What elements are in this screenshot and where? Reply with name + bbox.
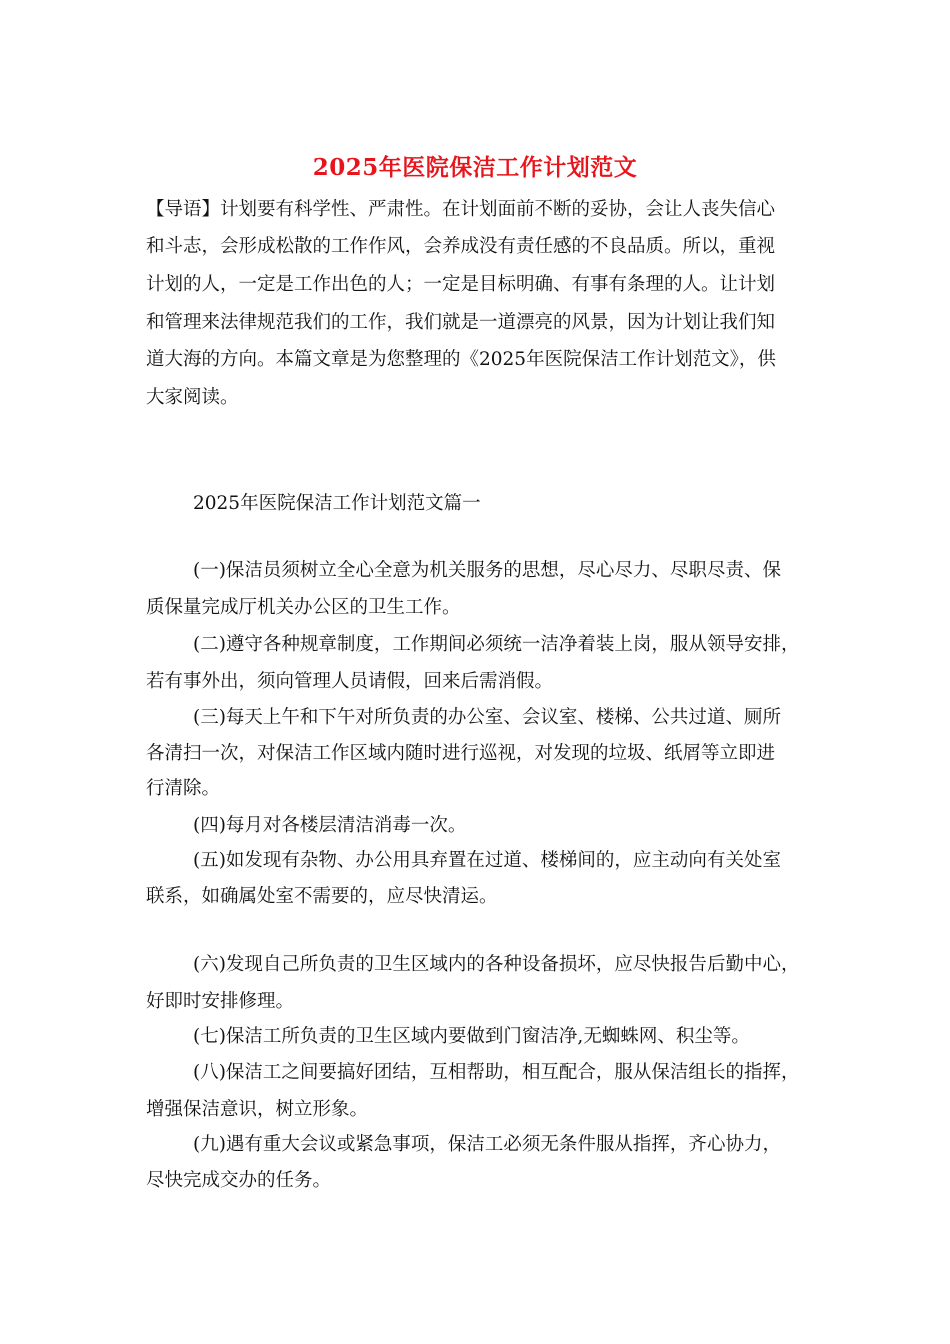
- item-line: (八)保洁工之间要搞好团结，互相帮助，相互配合，服从保洁组长的指挥，: [193, 1062, 800, 1083]
- item-line: (七)保洁工所负责的卫生区域内要做到门窗洁净,无蜘蛛网、积尘等。: [193, 1026, 750, 1047]
- item-line: (二)遵守各种规章制度，工作期间必须统一洁净着装上岗，服从领导安排，: [193, 634, 800, 655]
- intro-line: 道大海的方向。本篇文章是为您整理的《2025年医院保洁工作计划范文》，供: [146, 349, 776, 370]
- item-line: 联系，如确属处室不需要的，应尽快清运。: [146, 886, 498, 907]
- item-line: 若有事外出，须向管理人员请假，回来后需消假。: [146, 671, 554, 692]
- intro-line: 和管理来法律规范我们的工作，我们就是一道漂亮的风景，因为计划让我们知: [146, 312, 776, 333]
- item-line: 行清除。: [146, 778, 221, 799]
- item-line: (九)遇有重大会议或紧急事项，保洁工必须无条件服从指挥，齐心协力，: [193, 1134, 781, 1155]
- item-line: (五)如发现有杂物、办公用具弃置在过道、楼梯间的，应主动向有关处室: [193, 850, 781, 871]
- item-line: 增强保洁意识，树立形象。: [146, 1099, 369, 1120]
- intro-line: 计划的人，一定是工作出色的人；一定是目标明确、有事有条理的人。让计划: [146, 274, 776, 295]
- section-heading: 2025年医院保洁工作计划范文篇一: [193, 493, 481, 514]
- item-line: 质保量完成厅机关办公区的卫生工作。: [146, 597, 461, 618]
- item-line: 尽快完成交办的任务。: [146, 1170, 332, 1191]
- item-line: (三)每天上午和下午对所负责的办公室、会议室、楼梯、公共过道、厕所: [193, 707, 781, 728]
- intro-line: 和斗志，会形成松散的工作作风，会养成没有责任感的不良品质。所以，重视: [146, 236, 776, 257]
- item-line: 各清扫一次，对保洁工作区域内随时进行巡视，对发现的垃圾、纸屑等立即进: [146, 743, 776, 764]
- intro-line: 大家阅读。: [146, 387, 239, 408]
- item-line: (六)发现自己所负责的卫生区域内的各种设备损坏，应尽快报告后勤中心，: [193, 954, 800, 975]
- item-line: (一)保洁员须树立全心全意为机关服务的思想，尽心尽力、尽职尽责、保: [193, 560, 781, 581]
- item-line: 好即时安排修理。: [146, 991, 295, 1012]
- document-title: 2025年医院保洁工作计划范文: [312, 154, 638, 181]
- item-line: (四)每月对各楼层清洁消毒一次。: [193, 815, 467, 836]
- intro-line: 【导语】计划要有科学性、严肃性。在计划面前不断的妥协，会让人丧失信心: [146, 199, 776, 220]
